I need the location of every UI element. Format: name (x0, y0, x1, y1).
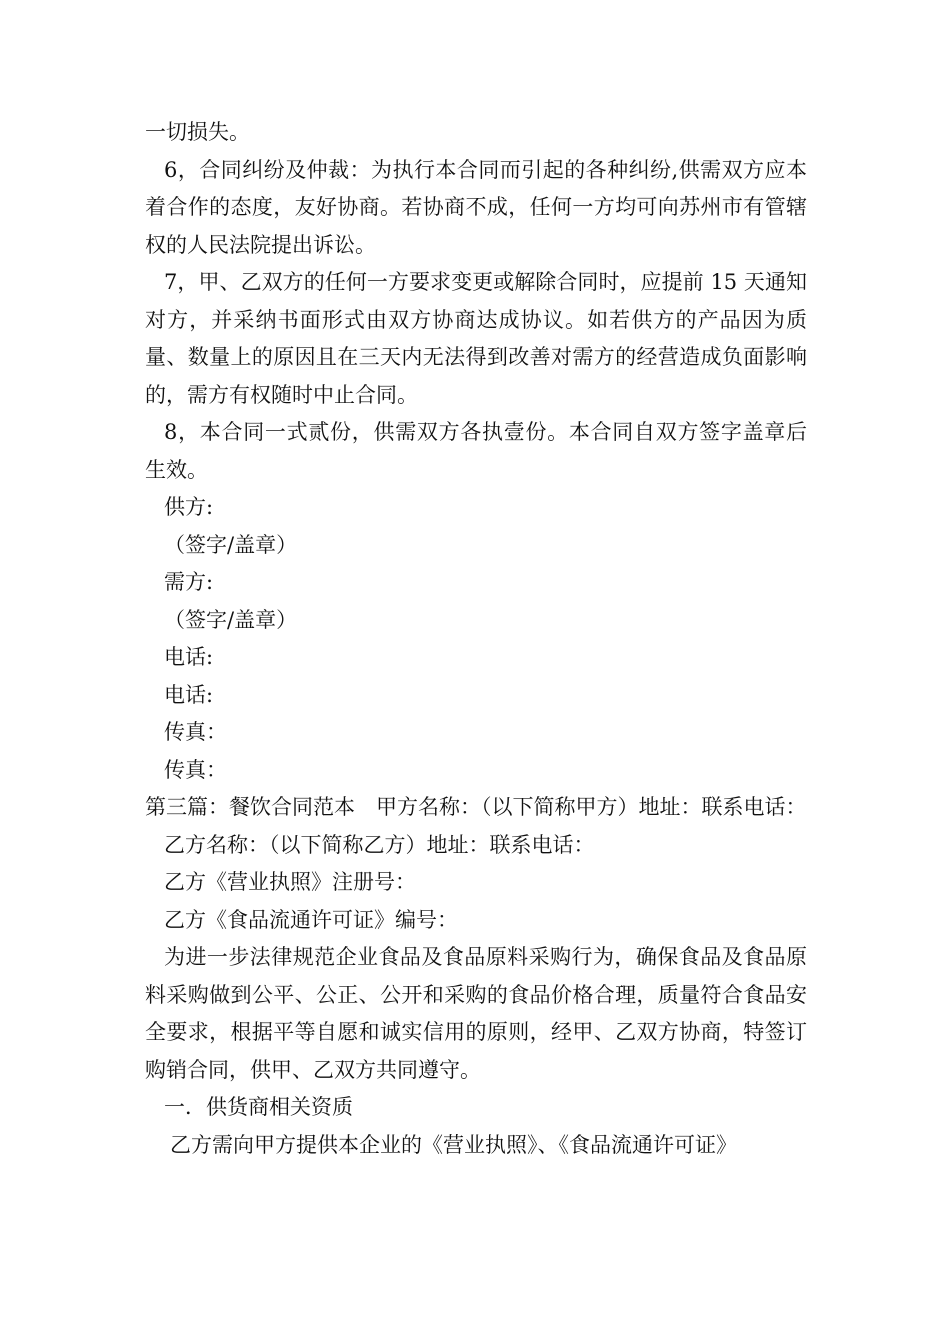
phone-line-2: 电话: (164, 682, 214, 707)
supplier-label: 供方: (164, 495, 214, 519)
paragraph-clause-6: 6，合同纠纷及仲裁：为执行本合同而引起的各种纠纷,供需双方应本着合作的态度，友好协商。若协商不成，任何一方均可向苏州市有管辖权的人民法院提出诉讼。 (145, 157, 807, 257)
fax-line-2: 传真： (164, 757, 227, 782)
paragraph-loss: 一切损失。 (145, 120, 250, 144)
fax-line-1: 传真： (164, 720, 227, 744)
party-b-license: 乙方《营业执照》注册号： (164, 870, 416, 894)
paragraph-qualifications: 乙方需向甲方提供本企业的《营业执照》、《食品流通许可证》 (170, 1132, 737, 1157)
phone-line-1: 电话: (164, 645, 214, 669)
paragraph-purpose: 为进一步法律规范企业食品及食品原料采购行为，确保食品及食品原料采购做到公平、公正、公开和采购的食品价格合理，质量符合食品安全要求，根据平等自愿和诚实信用的原则，经甲、乙双方协商，特签订购销合同，供甲、乙双方共同遵守。 (145, 945, 807, 1082)
section-one-heading: 一．供货商相关资质 (164, 1095, 353, 1119)
party-b-permit: 乙方《食品流通许可证》编号： (164, 907, 458, 932)
paragraph-clause-7: 7，甲、乙双方的任何一方要求变更或解除合同时，应提前 15 天通知对方，并采纳书面形式由双方协商达成协议。如若供方的产品因为质量、数量上的原因且在三天内无法得到改善对需方的经营造成负面影响的，需方有权随时中止合同。 (145, 270, 807, 407)
document-body (145, 114, 807, 1164)
supplier-signature: （签字/盖章） (164, 532, 298, 557)
party-b-info: 乙方名称：（以下简称乙方）地址：联系电话： (164, 832, 595, 857)
buyer-signature: （签字/盖章） (164, 607, 298, 632)
buyer-label: 需方: (164, 570, 214, 594)
section-three-heading: 第三篇：餐饮合同范本 甲方名称：（以下简称甲方）地址：联系电话： (145, 795, 807, 819)
paragraph-clause-8: 8，本合同一式贰份，供需双方各执壹份。本合同自双方签字盖章后生效。 (145, 420, 807, 482)
